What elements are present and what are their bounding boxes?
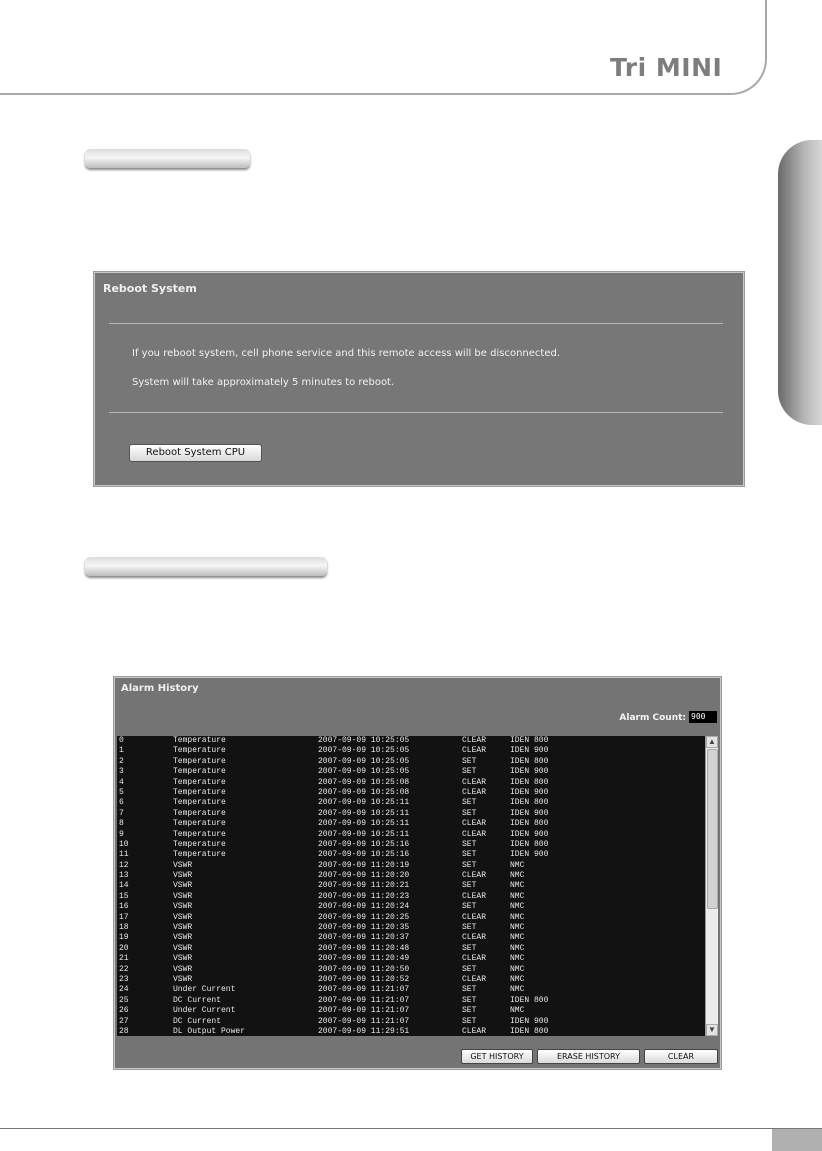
alarm-index: 23: [119, 974, 129, 984]
alarm-name: Temperature: [173, 787, 226, 797]
alarm-state: CLEAR: [462, 891, 487, 901]
reboot-duration-text: System will take approximately 5 minutes to reboot.: [132, 377, 395, 388]
alarm-name: Temperature: [173, 777, 226, 787]
alarm-row[interactable]: [117, 788, 705, 798]
alarm-time: 2007-09-09 11:20:19: [318, 860, 410, 870]
alarm-time: 2007-09-09 10:25:05: [318, 746, 410, 756]
alarm-index: 26: [119, 1006, 129, 1016]
alarm-source: IDEN 800: [510, 839, 549, 849]
alarm-time: 2007-09-09 11:20:48: [318, 943, 410, 953]
alarm-name: Under Current: [173, 1006, 236, 1016]
alarm-source: IDEN 900: [510, 1016, 549, 1026]
alarm-row[interactable]: [117, 881, 705, 891]
alarm-time: 2007-09-09 10:25:05: [318, 736, 410, 745]
alarm-row[interactable]: [117, 944, 705, 954]
alarm-source: NMC: [510, 871, 525, 881]
alarm-row[interactable]: [117, 933, 705, 943]
alarm-source: NMC: [510, 943, 525, 953]
alarm-state: SET: [462, 839, 477, 849]
alarm-source: NMC: [510, 860, 525, 870]
alarm-name: Temperature: [173, 839, 226, 849]
alarm-index: 7: [119, 808, 124, 818]
alarm-row[interactable]: [117, 975, 705, 985]
alarm-state: SET: [462, 756, 477, 766]
alarm-name: VSWR: [173, 871, 193, 881]
footer-rule: [0, 1128, 822, 1129]
alarm-source: IDEN 800: [510, 995, 549, 1005]
alarm-state: CLEAR: [462, 787, 487, 797]
alarm-source: IDEN 900: [510, 746, 549, 756]
alarm-source: IDEN 900: [510, 829, 549, 839]
reboot-panel-title: Reboot System: [103, 282, 197, 295]
alarm-source: IDEN 800: [510, 1026, 549, 1036]
alarm-row[interactable]: [117, 736, 705, 746]
alarm-index: 0: [119, 736, 124, 745]
alarm-index: 6: [119, 798, 124, 808]
alarm-name: VSWR: [173, 891, 193, 901]
alarm-time: 2007-09-09 11:21:07: [318, 1016, 410, 1026]
alarm-time: 2007-09-09 11:20:25: [318, 912, 410, 922]
alarm-time: 2007-09-09 10:25:05: [318, 756, 410, 766]
alarm-row[interactable]: [117, 954, 705, 964]
alarm-row[interactable]: [117, 996, 705, 1006]
alarm-state: CLEAR: [462, 933, 487, 943]
alarm-time: 2007-09-09 11:21:07: [318, 1006, 410, 1016]
alarm-source: IDEN 800: [510, 819, 549, 829]
alarm-source: IDEN 800: [510, 736, 549, 745]
alarm-state: SET: [462, 1016, 477, 1026]
alarm-row[interactable]: [117, 913, 705, 923]
alarm-row[interactable]: [117, 985, 705, 995]
alarm-panel-title: Alarm History: [121, 683, 199, 694]
alarm-row[interactable]: [117, 840, 705, 850]
alarm-index: 19: [119, 933, 129, 943]
alarm-time: 2007-09-09 11:21:07: [318, 995, 410, 1005]
alarm-name: VSWR: [173, 933, 193, 943]
brand-logo: Tri MINI: [610, 53, 723, 82]
alarm-source: IDEN 800: [510, 777, 549, 787]
alarm-name: Temperature: [173, 767, 226, 777]
alarm-index: 5: [119, 787, 124, 797]
alarm-time: 2007-09-09 11:20:24: [318, 902, 410, 912]
alarm-name: VSWR: [173, 912, 193, 922]
reboot-system-cpu-button[interactable]: Reboot System CPU: [129, 444, 262, 462]
alarm-row[interactable]: [117, 798, 705, 808]
alarm-time: 2007-09-09 10:25:11: [318, 829, 410, 839]
alarm-row[interactable]: [117, 861, 705, 871]
alarm-name: VSWR: [173, 974, 193, 984]
alarm-name: VSWR: [173, 954, 193, 964]
alarm-time: 2007-09-09 11:20:50: [318, 964, 410, 974]
alarm-state: SET: [462, 902, 477, 912]
alarm-state: SET: [462, 985, 477, 995]
scroll-up-arrow-icon[interactable]: ▲: [706, 736, 718, 748]
alarm-index: 22: [119, 964, 129, 974]
alarm-time: 2007-09-09 11:21:07: [318, 985, 410, 995]
alarm-source: NMC: [510, 1006, 525, 1016]
scroll-down-arrow-icon[interactable]: ▼: [706, 1024, 718, 1036]
alarm-time: 2007-09-09 10:25:08: [318, 777, 410, 787]
alarm-time: 2007-09-09 10:25:05: [318, 767, 410, 777]
alarm-index: 21: [119, 954, 129, 964]
alarm-time: 2007-09-09 11:20:37: [318, 933, 410, 943]
alarm-state: SET: [462, 1006, 477, 1016]
alarm-state: SET: [462, 943, 477, 953]
alarm-source: IDEN 900: [510, 850, 549, 860]
alarm-count-field[interactable]: 900: [689, 711, 717, 723]
alarm-state: CLEAR: [462, 954, 487, 964]
alarm-name: VSWR: [173, 902, 193, 912]
alarm-name: VSWR: [173, 923, 193, 933]
alarm-time: 2007-09-09 10:25:08: [318, 787, 410, 797]
alarm-state: SET: [462, 923, 477, 933]
reboot-warning-text: If you reboot system, cell phone service and this remote access will be disconnected.: [132, 348, 560, 359]
alarm-row[interactable]: [117, 1027, 705, 1036]
alarm-time: 2007-09-09 11:20:35: [318, 923, 410, 933]
alarm-source: NMC: [510, 912, 525, 922]
chapter-side-tab: [778, 140, 822, 425]
alarm-state: CLEAR: [462, 736, 487, 745]
alarm-time: 2007-09-09 11:20:52: [318, 974, 410, 984]
alarm-row[interactable]: [117, 871, 705, 881]
alarm-time: 2007-09-09 11:20:20: [318, 871, 410, 881]
alarm-source: NMC: [510, 933, 525, 943]
alarm-index: 8: [119, 819, 124, 829]
alarm-time: 2007-09-09 10:25:11: [318, 798, 410, 808]
alarm-index: 17: [119, 912, 129, 922]
alarm-name: Temperature: [173, 736, 226, 745]
alarm-row[interactable]: [117, 746, 705, 756]
alarm-index: 2: [119, 756, 124, 766]
alarm-time: 2007-09-09 11:20:23: [318, 891, 410, 901]
alarm-state: CLEAR: [462, 829, 487, 839]
alarm-name: Temperature: [173, 829, 226, 839]
alarm-row[interactable]: [117, 778, 705, 788]
alarm-source: IDEN 900: [510, 808, 549, 818]
alarm-time: 2007-09-09 10:25:16: [318, 839, 410, 849]
alarm-state: CLEAR: [462, 1026, 487, 1036]
alarm-row[interactable]: [117, 830, 705, 840]
alarm-index: 24: [119, 985, 129, 995]
alarm-state: SET: [462, 850, 477, 860]
scroll-thumb[interactable]: [707, 749, 718, 909]
alarm-state: CLEAR: [462, 912, 487, 922]
alarm-time: 2007-09-09 10:25:11: [318, 808, 410, 818]
alarm-name: DC Current: [173, 1016, 222, 1026]
alarm-source: NMC: [510, 985, 525, 995]
alarm-state: SET: [462, 798, 477, 808]
alarm-source: NMC: [510, 923, 525, 933]
alarm-list-scrollbar[interactable]: [705, 736, 718, 1036]
alarm-row[interactable]: [117, 850, 705, 860]
alarm-row[interactable]: [117, 1017, 705, 1027]
alarm-index: 11: [119, 850, 129, 860]
alarm-row[interactable]: [117, 809, 705, 819]
alarm-source: NMC: [510, 964, 525, 974]
alarm-state: SET: [462, 964, 477, 974]
alarm-history-panel: [114, 677, 721, 1069]
alarm-name: Temperature: [173, 819, 226, 829]
alarm-state: CLEAR: [462, 871, 487, 881]
alarm-state: CLEAR: [462, 746, 487, 756]
alarm-index: 16: [119, 902, 129, 912]
alarm-time: 2007-09-09 11:29:51: [318, 1026, 410, 1036]
alarm-name: VSWR: [173, 964, 193, 974]
alarm-row[interactable]: [117, 757, 705, 767]
alarm-source: NMC: [510, 881, 525, 891]
clear-button[interactable]: CLEAR: [644, 1049, 718, 1064]
alarm-count-label: Alarm Count:: [619, 713, 686, 723]
alarm-index: 13: [119, 871, 129, 881]
alarm-name: Temperature: [173, 756, 226, 766]
alarm-state: CLEAR: [462, 819, 487, 829]
section-heading-bar-2: [85, 557, 327, 576]
page-number-block: [772, 1129, 822, 1151]
alarm-index: 28: [119, 1026, 129, 1036]
alarm-name: Temperature: [173, 850, 226, 860]
divider: [109, 323, 723, 324]
alarm-index: 12: [119, 860, 129, 870]
alarm-state: SET: [462, 767, 477, 777]
divider: [109, 412, 723, 413]
section-heading-bar-1: [85, 149, 250, 168]
alarm-index: 27: [119, 1016, 129, 1026]
alarm-source: IDEN 900: [510, 767, 549, 777]
alarm-time: 2007-09-09 11:20:21: [318, 881, 410, 891]
alarm-row[interactable]: [117, 902, 705, 912]
alarm-index: 20: [119, 943, 129, 953]
alarm-index: 18: [119, 923, 129, 933]
alarm-index: 3: [119, 767, 124, 777]
alarm-row[interactable]: [117, 819, 705, 829]
erase-history-button[interactable]: ERASE HISTORY: [537, 1049, 640, 1064]
alarm-source: IDEN 800: [510, 756, 549, 766]
alarm-state: SET: [462, 808, 477, 818]
alarm-name: Temperature: [173, 746, 226, 756]
alarm-source: IDEN 900: [510, 787, 549, 797]
alarm-name: Temperature: [173, 798, 226, 808]
alarm-row[interactable]: [117, 923, 705, 933]
alarm-time: 2007-09-09 10:25:16: [318, 850, 410, 860]
alarm-index: 25: [119, 995, 129, 1005]
alarm-index: 1: [119, 746, 124, 756]
alarm-source: NMC: [510, 891, 525, 901]
alarm-index: 15: [119, 891, 129, 901]
alarm-name: VSWR: [173, 943, 193, 953]
alarm-state: CLEAR: [462, 974, 487, 984]
get-history-button[interactable]: GET HISTORY: [461, 1049, 533, 1064]
alarm-index: 4: [119, 777, 124, 787]
reboot-system-panel: [94, 272, 744, 486]
alarm-state: SET: [462, 881, 477, 891]
alarm-source: NMC: [510, 974, 525, 984]
alarm-name: DC Current: [173, 995, 222, 1005]
alarm-row[interactable]: [117, 767, 705, 777]
alarm-row[interactable]: [117, 892, 705, 902]
alarm-index: 14: [119, 881, 129, 891]
alarm-name: VSWR: [173, 881, 193, 891]
alarm-index: 10: [119, 839, 129, 849]
alarm-name: VSWR: [173, 860, 193, 870]
alarm-row[interactable]: [117, 1006, 705, 1016]
alarm-name: Under Current: [173, 985, 236, 995]
alarm-source: NMC: [510, 954, 525, 964]
alarm-index: 9: [119, 829, 124, 839]
alarm-time: 2007-09-09 10:25:11: [318, 819, 410, 829]
alarm-row[interactable]: [117, 965, 705, 975]
alarm-state: CLEAR: [462, 777, 487, 787]
alarm-name: DL Output Power: [173, 1026, 246, 1036]
alarm-state: SET: [462, 995, 477, 1005]
alarm-name: Temperature: [173, 808, 226, 818]
alarm-history-list[interactable]: [117, 736, 705, 1036]
alarm-source: IDEN 800: [510, 798, 549, 808]
alarm-time: 2007-09-09 11:20:49: [318, 954, 410, 964]
alarm-source: NMC: [510, 902, 525, 912]
alarm-state: SET: [462, 860, 477, 870]
